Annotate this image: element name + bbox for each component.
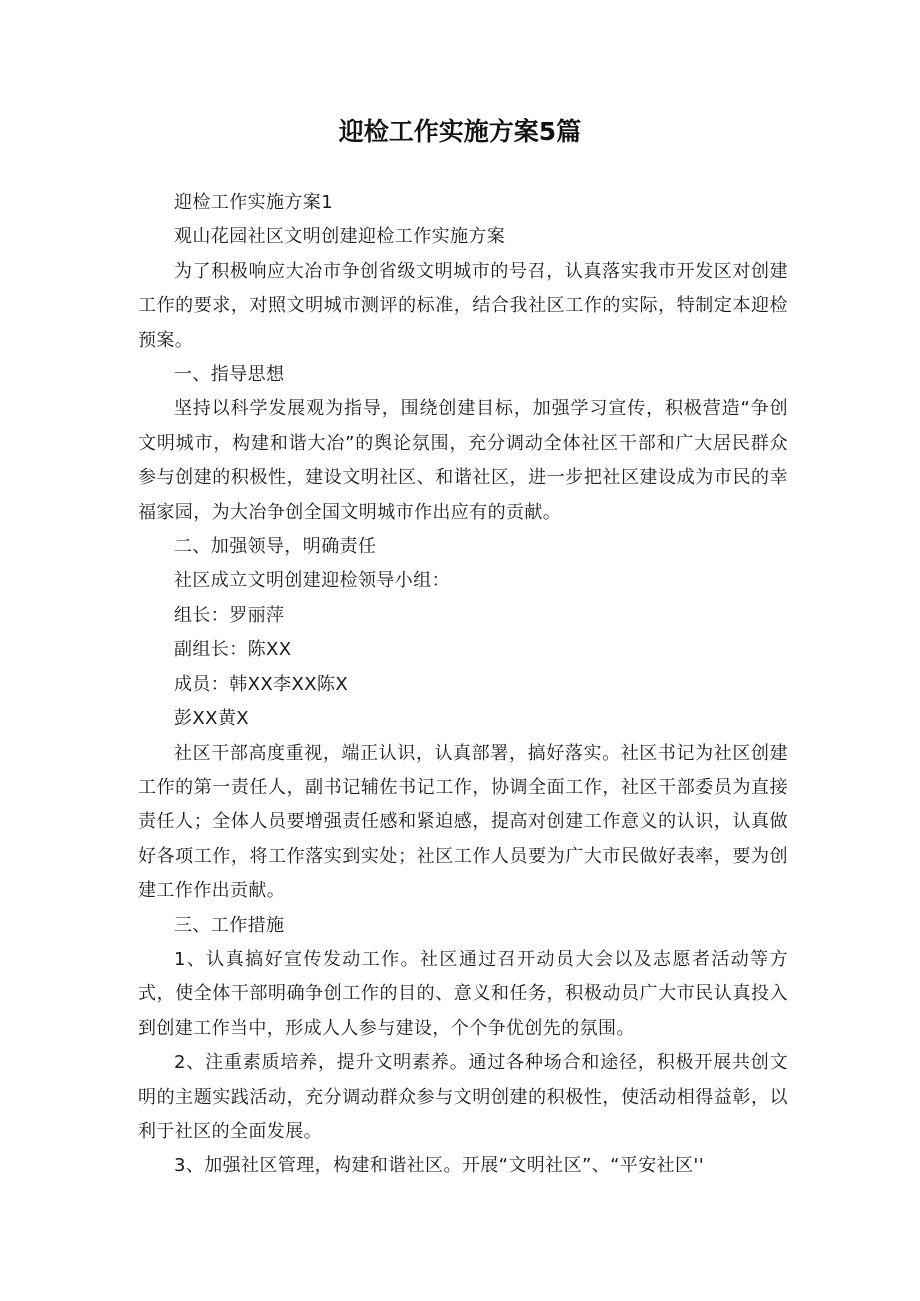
document-body [138,186,788,1184]
section-heading-guiding-thought: 一、指导思想 [174,364,285,386]
doc-plan-title: 观山花园社区文明创建迎检工作实施方案 [174,226,506,248]
doc-line-group-intro: 社区成立文明创建迎检领导小组： [174,570,450,592]
doc-paragraph-measure-1: 1、认真搞好宣传发动工作。社区通过召开动员大会以及志愿者活动等方式，使全体干部明确争创工作的目的、意义和任务，积极动员广大市民认真投入到创建工作当中，形成人人参与建设，个个争优创先的氛围。 [138,948,788,1039]
doc-line-members-cont: 彭XX黄X [174,708,249,730]
doc-line-members: 成员：韩XX李XX陈X [174,673,349,695]
doc-paragraph-measure-2: 2、注重素质培养，提升文明素养。通过各种场合和途径，积极开展共创文明的主题实践活动，充分调动群众参与文明创建的积极性，使活动相得益彰，以利于社区的全面发展。 [138,1052,788,1142]
doc-paragraph-measure-3: 3、加强社区管理，构建和谐社区。开展“文明社区”、“平安社区'' [174,1155,705,1177]
section-heading-measures: 三、工作措施 [174,914,285,936]
doc-subtitle: 迎检工作实施方案1 [174,192,334,213]
doc-paragraph-responsibility: 社区干部高度重视，端正认识，认真部署，搞好落实。社区书记为社区创建工作的第一责任人，副书记辅佐书记工作，协调全面工作，社区干部委员为直接责任人；全体人员要增强责任感和紧迫感，提高对创建工作意义的认识，认真做好各项工作，将工作落实到实处；社区工作人员要为广大市民做好表率，要为创建工作作出贡献。 [138,742,788,902]
doc-line-deputy-leader: 副组长：陈XX [174,639,292,661]
section-heading-leadership: 二、加强领导，明确责任 [174,536,377,558]
doc-line-group-leader: 组长：罗丽萍 [174,604,285,626]
doc-paragraph-intro: 为了积极响应大冶市争创省级文明城市的号召，认真落实我市开发区对创建工作的要求，对照文明城市测评的标准，结合我社区工作的实际，特制定本迎检预案。 [138,260,788,351]
doc-paragraph-guiding-thought: 坚持以科学发展观为指导，围绕创建目标，加强学习宣传，积极营造“争创文明城市，构建和谐大冶”的舆论氛围，充分调动全体社区干部和广大居民群众参与创建的积极性，建设文明社区、和谐社区，进一步把社区建设成为市民的幸福家园，为大冶争创全国文明城市作出应有的贡献。 [138,398,788,523]
document-title: 迎检工作实施方案5篇 [338,117,582,146]
